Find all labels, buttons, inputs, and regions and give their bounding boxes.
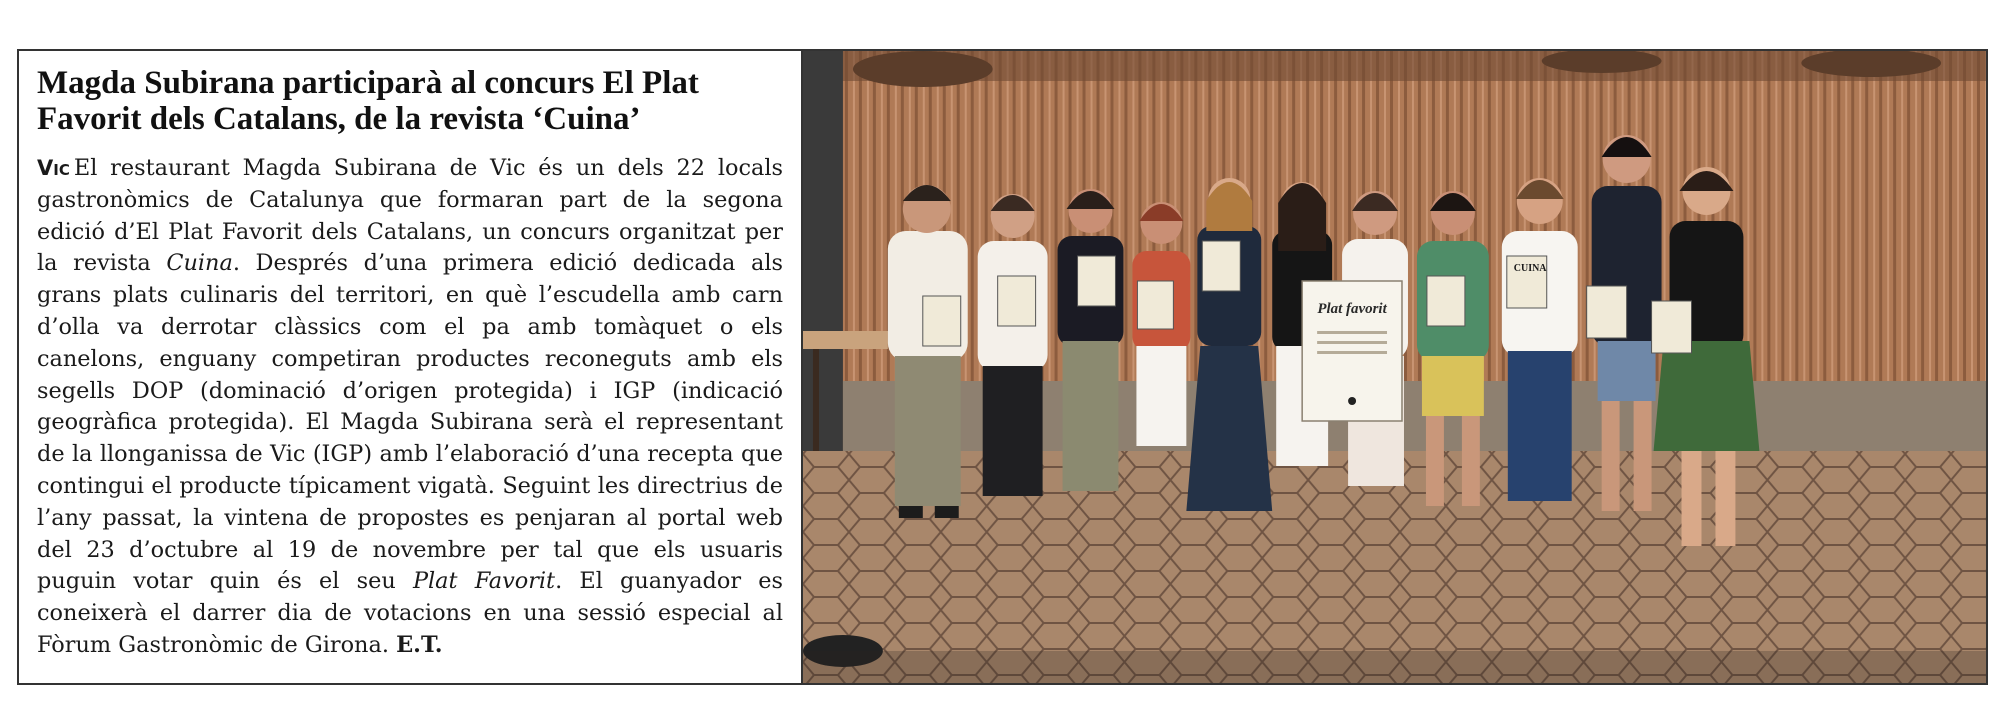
news-article [17, 49, 1988, 685]
article-dateline: Vic [37, 156, 70, 180]
body-segment: El restaurant Magda Subirana de Vic és un dels 22 locals gastronòmics de Catalunya que formaran part de la segona edició d’El Plat Favorit dels Catalans, un concurs organitzat per la revista [37, 155, 783, 277]
body-segment-italic: Plat Favorit [412, 568, 556, 595]
poster-title: Plat favorit [1317, 300, 1387, 318]
body-segment: . El guanyador es coneixerà el darrer dia de votacions en una sessió especial al Fòrum Gastronòmic de Girona. [37, 568, 783, 658]
poster [1302, 281, 1402, 421]
article-text-column [19, 51, 801, 683]
magazine-label: CUINA [1513, 262, 1547, 275]
person [888, 185, 968, 518]
article-headline: Magda Subirana participarà al concurs El Plat Favorit dels Catalans, de la revista ‘Cuina’ [37, 65, 699, 137]
body-segment: . Després d’una primera edició dedicada als grans plats culinaris del territori, en què l’escudella amb carn d’olla va derrotar clàssics com el pa amb tomàquet o els canelons, enguany competiran productes reconeguts amb els segells DOP (dominació d’origen protegida) i IGP (indicació geogràfica protegida). El Magda Subirana serà el representant de la llonganissa de Vic (IGP) amb l’elaboració d’una recepta que contingui el producte típicament vigatà. Seguint les directrius de l’any passat, la vintena de propostes es penjaran al portal web del 23 d’octubre al 19 de novembre per tal que els usuaris puguin votar quin és el seu [37, 250, 783, 595]
body-segment-italic: Cuina [166, 250, 233, 277]
table [803, 331, 888, 349]
article-body [37, 153, 783, 662]
article-photo [801, 51, 1986, 683]
ceiling-lamp [853, 51, 993, 87]
group-photo-illustration [803, 51, 1986, 683]
article-signature: E.T. [396, 631, 443, 658]
